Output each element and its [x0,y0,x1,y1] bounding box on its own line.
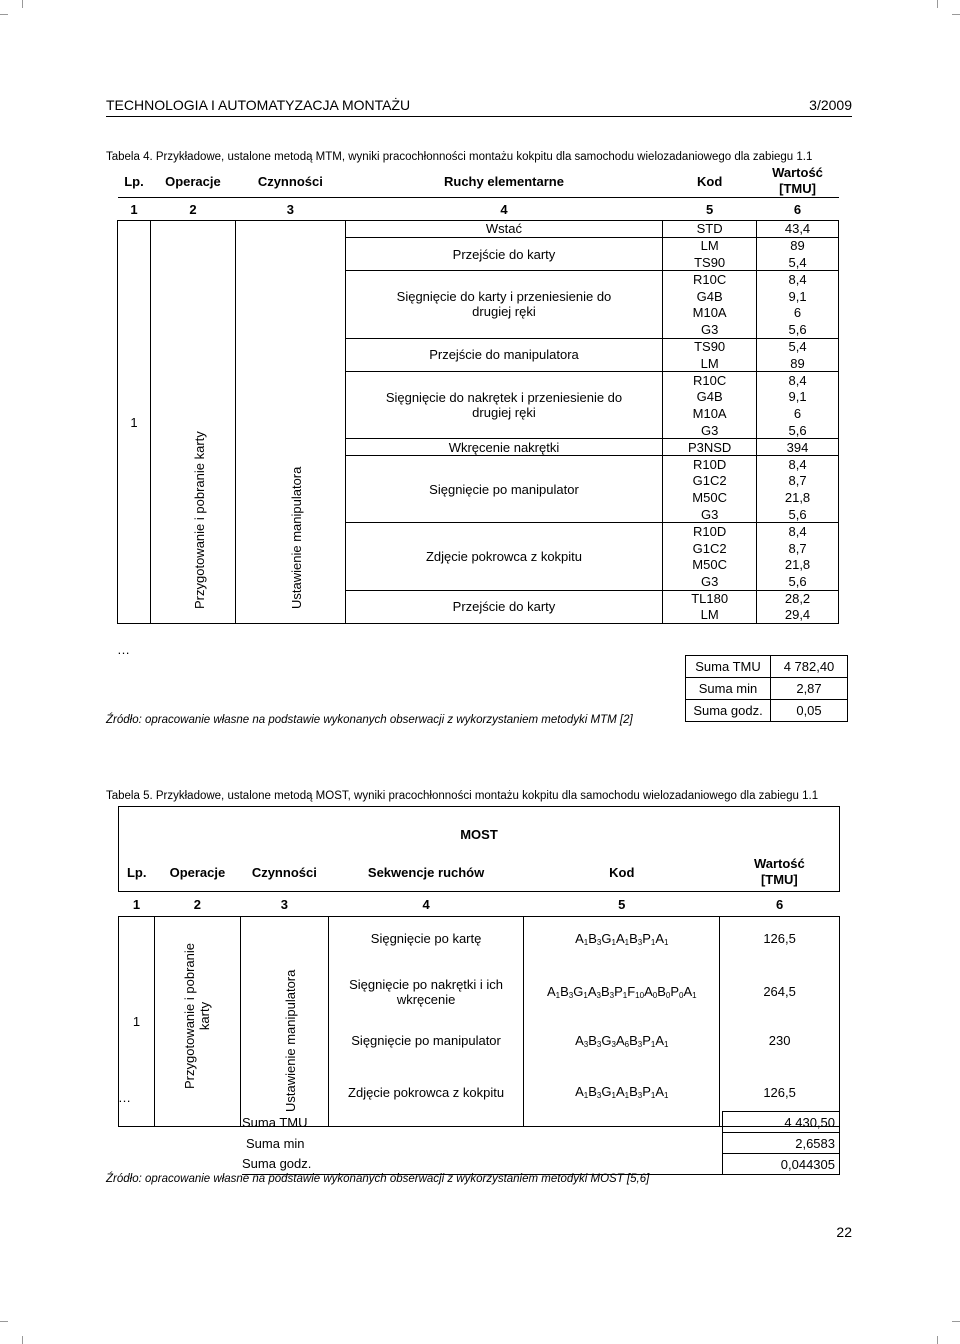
crop-mark [952,14,960,23]
table4-value: 5,6 [757,321,839,338]
page-number: 22 [836,1224,852,1240]
table4-caption: Tabela 4. Przykładowe, ustalone metodą MTM, wyniki pracochłonności montażu kokpitu dla samochodu wielozadaniowego dla zabiegu 1.1 [106,151,813,163]
table4-value: 43,4 [757,221,839,238]
table5-lp: 1 [119,917,155,1127]
crop-mark [22,1336,23,1344]
running-header-title: TECHNOLOGIA I AUTOMATYZACJA MONTAŻU [106,97,411,113]
table4-move: Wkręcenie nakrętki [345,439,662,456]
table4-value: 21,8 [757,556,839,573]
table4-sum-label: Suma godz. [686,700,771,722]
table5-row [119,917,840,961]
table4-header-operacje: Operacje [165,173,221,189]
table4-code: TS90 [663,338,757,355]
table4-move: Sięgnięcie po manipulator [345,456,662,523]
table4-code: R10C [663,271,757,288]
table5-value: 264,5 [720,961,840,1023]
table5-header-czynnosci: Czynności [251,864,317,880]
table5-sequence: Zdjęcie pokrowca z kokpitu [328,1059,524,1127]
table4-header-ruchy: Ruchy elementarne [444,173,564,189]
crop-mark [0,14,8,23]
running-header-issue: 3/2009 [809,97,852,113]
table5-header-operacje: Operacje [169,864,226,880]
table5-sums [118,1111,840,1175]
table5-caption: Tabela 5. Przykładowe, ustalone metodą MOST, wyniki pracochłonności montażu kokpitu dla samochodu wielozadaniowego dla zabiegu 1.1 [106,790,819,802]
table4-colnum: 3 [235,198,345,221]
crop-mark [0,1321,8,1330]
table4-value: 21,8 [757,489,839,506]
header-rule [106,116,852,117]
table4-activity: Ustawienie manipulatora [289,466,305,610]
table4-code: R10D [663,523,757,540]
table4-operation: Przygotowanie i pobranie karty [191,431,207,610]
table4-value: 89 [757,237,839,254]
table4-code: G1C2 [663,540,757,557]
table4-value: 9,1 [757,388,839,405]
table4-source: Źródło: opracowanie własne na podstawie wykonanych obserwacji z wykorzystaniem metodyki MTM [2] [106,714,633,726]
table4-ellipsis: … [117,642,130,657]
table4-sum-label: Suma TMU [686,656,771,678]
table4-colnum: 6 [757,198,839,221]
table4-code: LM [663,237,757,254]
table4-code: M50C [663,489,757,506]
table5-colnum: 6 [720,892,840,917]
table4-sum-value: 4 782,40 [771,656,848,678]
table4-code: R10C [663,372,757,389]
table4-header-kod: Kod [696,173,723,189]
table4-row [118,221,839,238]
table4-move: Przejście do karty [345,237,662,271]
table5-header-kod: Kod [609,864,635,880]
table4-value: 5,6 [757,422,839,439]
table5-header-sekwencje: Sekwencje ruchów [367,864,485,880]
table4-value: 9,1 [757,288,839,305]
table5-code: $A_1B_3G_1A_1B_3P_1A_1$ [524,1059,720,1127]
table5-sum-value: 2,6583 [723,1133,840,1154]
table4-value: 8,7 [757,540,839,557]
table4-code: STD [663,221,757,238]
table5-code: $A_1B_3G_1A_1B_3P_1A_1$ [524,917,720,961]
table5-colnum: 1 [119,892,155,917]
table5-sum-value: 0,044305 [723,1154,840,1175]
table4-colnum: 4 [345,198,662,221]
table4-value: 89 [757,355,839,372]
table4-move: Przejście do manipulatora [345,338,662,372]
table4-code: G3 [663,422,757,439]
table5-colnum: 4 [328,892,524,917]
table4-move: Przejście do karty [345,590,662,624]
table5-colnum: 2 [154,892,240,917]
crop-mark [952,1321,960,1330]
table5-value: 230 [720,1023,840,1059]
table5-operation: Przygotowanie i pobranie karty [182,943,213,1089]
table4-move: Sięgnięcie do nakrętek i przeniesienie do drugiej ręki [345,372,662,439]
table4-value: 5,6 [757,506,839,523]
table4-code: P3NSD [663,439,757,456]
table4-value: 5,4 [757,338,839,355]
table5-sum-value: 4 430,50 [723,1112,840,1133]
table5-header-wartosc: Wartość [TMU] [720,853,840,892]
table4-colnum: 5 [663,198,757,221]
table4-value: 8,4 [757,271,839,288]
table4 [117,165,839,624]
table5-sequence: Sięgnięcie po nakrętki i ich wkręcenie [328,961,524,1023]
table5-colnum: 5 [524,892,720,917]
table5-value: 126,5 [720,1059,840,1127]
table5-sequence: Sięgnięcie po kartę [328,917,524,961]
table5-value: 126,5 [720,917,840,961]
table4-header-lp: Lp. [124,173,144,189]
table4-colnum: 2 [150,198,235,221]
table4-colnum: 1 [118,198,151,221]
table4-value: 28,2 [757,590,839,607]
table4-code: LM [663,607,757,624]
table4-sum-label: Suma min [686,678,771,700]
crop-mark [937,0,938,8]
table4-code: G3 [663,506,757,523]
table5-title: MOST [119,807,840,854]
table5 [118,806,840,1127]
table4-sum-value: 2,87 [771,678,848,700]
table5-activity: Ustawienie manipulatora [283,969,299,1112]
table5-sum-label: Suma TMU [242,1114,308,1130]
table4-value: 394 [757,439,839,456]
table5-code: $A_1B_3G_1A_3B_3P_1F_{10}A_0B_0P_0A_1$ [524,961,720,1023]
table4-code: M50C [663,556,757,573]
table4-value: 8,7 [757,472,839,489]
table4-value: 6 [757,405,839,422]
table4-header-czynnosci: Czynności [257,173,323,189]
table4-move: Zdjęcie pokrowca z kokpitu [345,523,662,590]
table4-sum-value: 0,05 [771,700,848,722]
table4-code: TL180 [663,590,757,607]
table4-value: 29,4 [757,607,839,624]
table4-sums [685,655,848,722]
table4-lp: 1 [118,221,151,624]
table5-ellipsis: … [118,1090,131,1105]
table4-value: 6 [757,304,839,321]
table5-sum-label: Suma godz. [242,1154,723,1175]
table4-code: R10D [663,456,757,473]
table4-value: 8,4 [757,456,839,473]
table4-code: G4B [663,388,757,405]
table4-code: G3 [663,573,757,590]
table4-header-wartosc: Wartość [TMU] [757,165,839,198]
table4-move: Sięgnięcie do karty i przeniesienie do drugiej ręki [345,271,662,338]
table5-source: Źródło: opracowanie własne na podstawie wykonanych obserwacji z wykorzystaniem metodyki MOST [5,6] [106,1173,650,1185]
table4-value: 5,6 [757,573,839,590]
table5-code: $A_3B_3G_3A_6B_3P_1A_1$ [524,1023,720,1059]
table5-sum-label: Suma min [246,1135,305,1151]
crop-mark [937,1336,938,1344]
table4-code: LM [663,355,757,372]
crop-mark [22,0,23,8]
table4-move: Wstać [345,221,662,238]
table5-colnum: 3 [240,892,328,917]
table4-code: M10A [663,405,757,422]
table4-code: TS90 [663,254,757,271]
table5-sequence: Sięgnięcie po manipulator [328,1023,524,1059]
table4-code: G3 [663,321,757,338]
table4-code: G1C2 [663,472,757,489]
table4-value: 5,4 [757,254,839,271]
table5-header-lp: Lp. [119,853,155,892]
table4-value: 8,4 [757,523,839,540]
table4-code: G4B [663,288,757,305]
table4-value: 8,4 [757,372,839,389]
table4-code: M10A [663,304,757,321]
